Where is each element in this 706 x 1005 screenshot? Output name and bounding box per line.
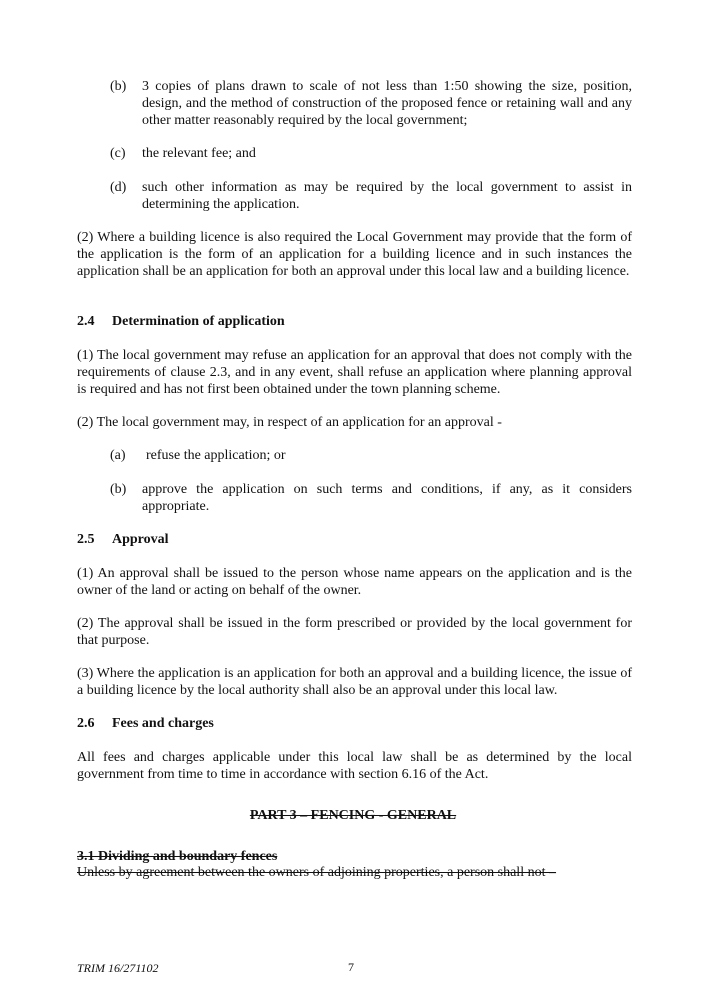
part-3-title-row — [0, 807, 706, 824]
footer-page-number: 7 — [348, 960, 354, 974]
item-b-text: 3 copies of plans drawn to scale of not less than 1:50 showing the size, position, design, and the method of construction of the proposed fence or retaining wall and any other matter reasonably required by the local government; — [142, 79, 632, 128]
item-d-text: such other information as may be required by the local government to assist in determining the application. — [142, 180, 632, 212]
section-2-5-title: Approval — [112, 532, 169, 547]
item-c-text: the relevant fee; and — [142, 146, 256, 161]
item-c-label: (c) — [110, 146, 126, 161]
item-d-label: (d) — [110, 180, 127, 195]
section-2-6-heading — [77, 715, 214, 732]
section-2-6-number: 2.6 — [77, 716, 95, 731]
clause-3-1-text-row — [77, 864, 556, 881]
clause-3-1-title-row — [77, 848, 277, 865]
clause-2-3-subclause-2: (2) Where a building licence is also required the Local Government may provide that the form of the application is the form of an application for a building licence and in such instances the application shall be an application for both an approval under this local law and a building licence. — [77, 230, 632, 279]
section-2-4-heading — [77, 313, 285, 330]
section-2-4-subclause-1: (1) The local government may refuse an application for an approval that does not comply with the requirements of clause 2.3, and in any event, shall refuse an application where planning approval is required and has not first been obtained under the town planning scheme. — [77, 348, 632, 397]
section-2-4-item-a-text: refuse the application; or — [146, 448, 286, 463]
clause-3-1-title: 3.1 Dividing and boundary fences — [77, 849, 278, 864]
section-2-5-heading — [77, 531, 169, 548]
section-2-4-item-a-label: (a) — [110, 448, 126, 463]
section-2-5-subclause-2: (2) The approval shall be issued in the form prescribed or provided by the local government for that purpose. — [77, 616, 632, 648]
section-2-6-body: All fees and charges applicable under this local law shall be as determined by the local government from time to time in accordance with section 6.16 of the Act. — [77, 750, 632, 782]
section-2-4-title: Determination of application — [112, 314, 285, 329]
section-2-4-item-b-label: (b) — [110, 482, 127, 497]
section-2-4-number: 2.4 — [77, 314, 95, 329]
part-3-title: PART 3 – FENCING - GENERAL — [249, 808, 457, 823]
section-2-5-number: 2.5 — [77, 532, 95, 547]
footer-trim-reference: TRIM 16/271102 — [77, 961, 159, 975]
section-2-4-subclause-2: (2) The local government may, in respect of an application for an approval - — [77, 415, 502, 430]
clause-3-1-text: Unless by agreement between the owners of adjoining properties, a person shall not – — [77, 865, 556, 880]
section-2-6-title: Fees and charges — [112, 716, 214, 731]
section-2-5-subclause-1: (1) An approval shall be issued to the person whose name appears on the application and is the owner of the land or acting on behalf of the owner. — [77, 566, 632, 598]
item-b-label: (b) — [110, 79, 127, 94]
section-2-5-subclause-3: (3) Where the application is an application for both an approval and a building licence, the issue of a building licence by the local authority shall also be an approval under this local law. — [77, 666, 632, 698]
section-2-4-item-b-text: approve the application on such terms and conditions, if any, as it considers appropriate. — [142, 482, 632, 514]
